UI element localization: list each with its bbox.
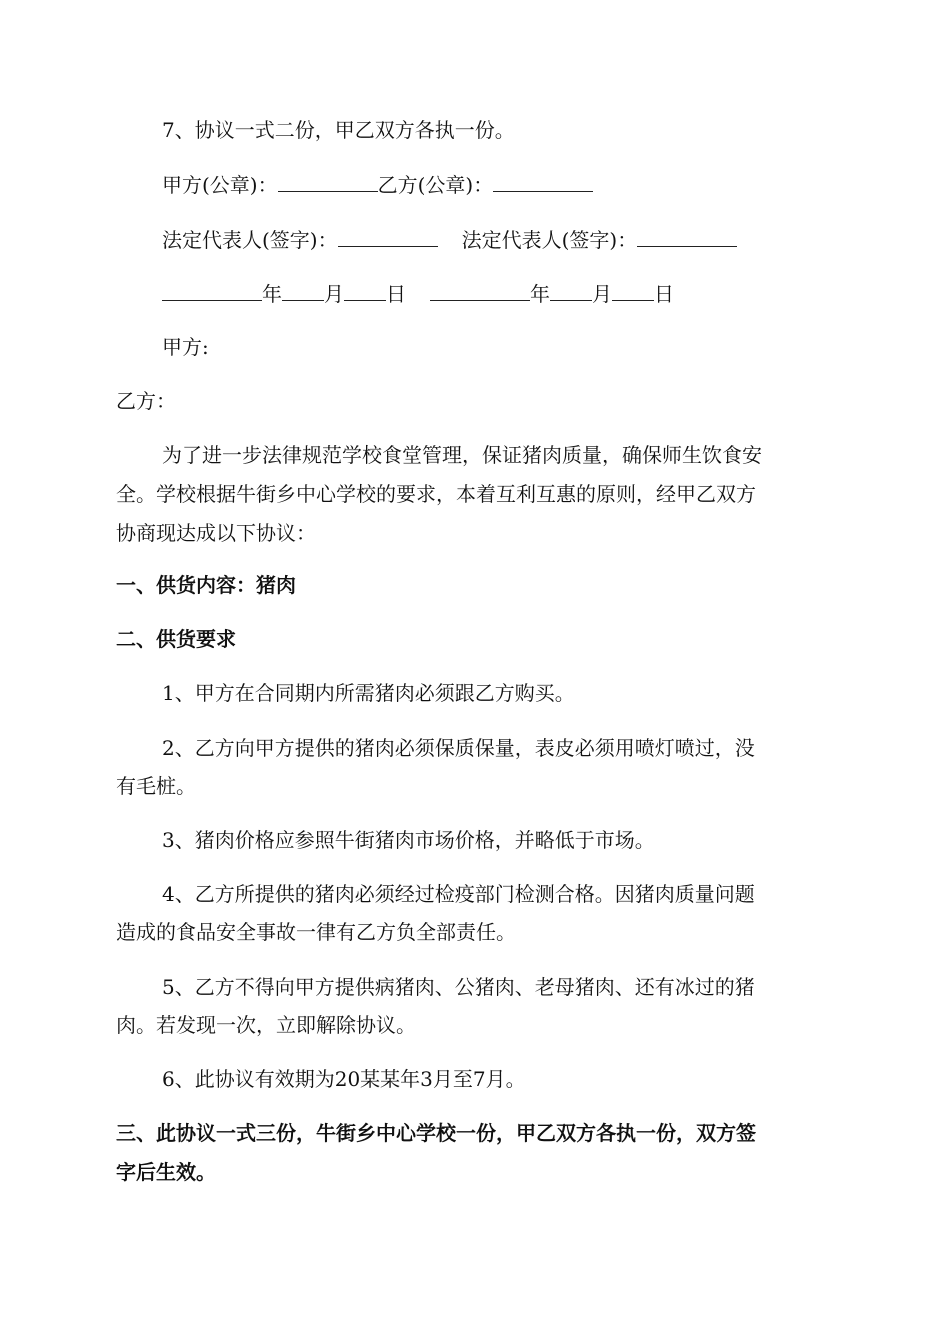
- date-line: [162, 276, 838, 311]
- intro-line-1: 为了进一步法律规范学校食堂管理，保证猪肉质量，确保师生饮食安: [162, 443, 762, 467]
- requirement-6: 6、此协议有效期为20某某年3月至7月。: [162, 1067, 526, 1091]
- requirement-2-line-1: 2、乙方向甲方提供的猪肉必须保质保量，表皮必须用喷灯喷过，没: [162, 736, 755, 760]
- intro-line-3: 协商现达成以下协议：: [116, 521, 316, 545]
- requirement-4-line-1: 4、乙方所提供的猪肉必须经过检疫部门检测合格。因猪肉质量问题: [162, 882, 755, 906]
- requirement-5-line-1: 5、乙方不得向甲方提供病猪肉、公猪肉、老母猪肉、还有冰过的猪: [162, 975, 755, 999]
- requirement-4-line-2: 造成的食品安全事故一律有乙方负全部责任。: [116, 920, 516, 944]
- day-label-2: 日: [654, 282, 674, 306]
- requirement-3: 3、猪肉价格应参照牛街猪肉市场价格，并略低于市场。: [162, 828, 655, 852]
- party-b-seal-label: 乙方(公章)：: [377, 173, 494, 197]
- day-blank-2: [612, 276, 654, 301]
- party-a-seal-blank: [278, 167, 378, 192]
- clause-7: 7、协议一式二份，甲乙双方各执一份。: [162, 118, 515, 142]
- party-a-rep-blank: [338, 222, 438, 247]
- party-b-rep-label: 法定代表人(签字)：: [461, 228, 638, 252]
- day-blank: [344, 276, 386, 301]
- month-blank: [282, 276, 324, 301]
- party-b-rep-blank: [637, 222, 737, 247]
- month-label-2: 月: [592, 282, 612, 306]
- party-b-label: 乙方：: [116, 389, 176, 413]
- section-3-line-2: 字后生效。: [116, 1160, 216, 1184]
- requirement-5-line-2: 肉。若发现一次，立即解除协议。: [116, 1013, 416, 1037]
- party-a-seal-label: 甲方(公章)：: [162, 173, 278, 197]
- representative-line: [162, 222, 838, 257]
- day-label: 日: [386, 282, 406, 306]
- month-label: 月: [324, 282, 344, 306]
- party-b-seal-blank: [493, 167, 593, 192]
- year-blank: [162, 276, 262, 301]
- section-1-heading: 一、供货内容：猪肉: [116, 573, 296, 597]
- intro-line-2: 全。学校根据牛街乡中心学校的要求，本着互利互惠的原则，经甲乙双方: [116, 482, 756, 506]
- party-a-label: 甲方:: [162, 335, 209, 359]
- section-2-heading: 二、供货要求: [116, 627, 236, 651]
- party-a-rep-label: 法定代表人(签字)：: [162, 228, 338, 252]
- year-blank-2: [430, 276, 530, 301]
- month-blank-2: [550, 276, 592, 301]
- year-label: 年: [262, 282, 282, 306]
- seal-line: [162, 167, 838, 202]
- section-3-line-1: 三、此协议一式三份，牛街乡中心学校一份，甲乙双方各执一份，双方签: [116, 1121, 756, 1145]
- year-label-2: 年: [530, 282, 550, 306]
- requirement-1: 1、甲方在合同期内所需猪肉必须跟乙方购买。: [162, 681, 575, 705]
- requirement-2-line-2: 有毛桩。: [116, 774, 196, 798]
